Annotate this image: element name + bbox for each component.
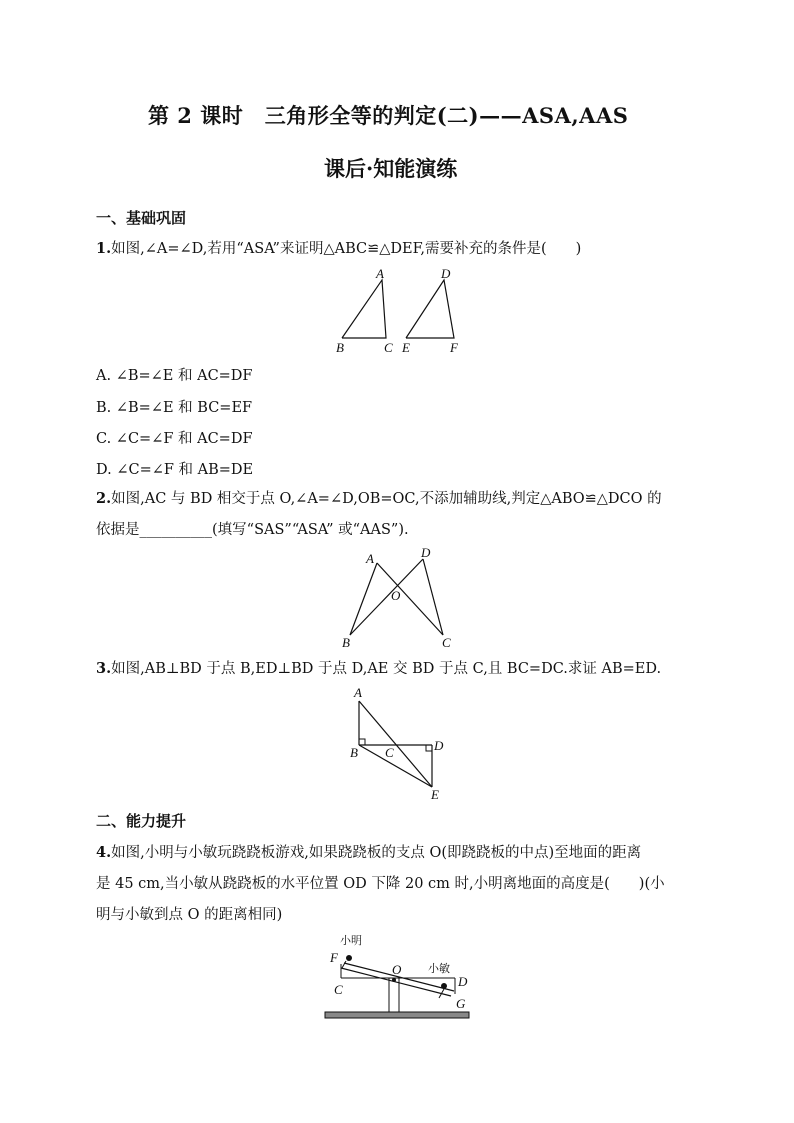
label-c: C (385, 745, 394, 760)
question-4-line-1 (96, 843, 641, 863)
label-e: E (402, 340, 410, 355)
option-c: C. ∠C=∠F 和 AC=DF (96, 431, 253, 447)
triangle-def (406, 280, 454, 338)
page-subtitle: 课后·知能演练 (324, 156, 458, 181)
q3-figure (340, 683, 455, 801)
label-b: B (342, 635, 350, 650)
question-number: 2. (96, 490, 112, 507)
label-xiaoming: 小明 (340, 934, 362, 947)
triangle-abc (342, 280, 386, 338)
xiaomin-figure (441, 983, 447, 989)
q2-figure (335, 543, 465, 653)
question-number: 3. (96, 660, 112, 677)
label-c: C (384, 340, 393, 355)
label-o: O (391, 588, 401, 603)
label-a: A (354, 685, 362, 700)
question-4-line-2: 是 45 cm,当小敏从跷跷板的水平位置 OD 下降 20 cm 时,小明离地面的高度是( )(小 (96, 876, 665, 892)
ground (325, 1012, 469, 1018)
question-text: 如图,小明与小敏玩跷跷板游戏,如果跷跷板的支点 O(即跷跷板的中点)至地面的距离 (111, 845, 642, 861)
question-number: 1. (96, 240, 112, 257)
label-f: F (330, 950, 338, 965)
label-b: B (350, 745, 358, 760)
option-d: D. ∠C=∠F 和 AB=DE (96, 462, 254, 478)
label-e: E (431, 787, 439, 801)
option-b: B. ∠B=∠E 和 BC=EF (96, 400, 253, 416)
support-post (389, 978, 399, 1012)
question-2-line-2: 依据是__________(填写“SAS”“ASA” 或“AAS”). (96, 522, 409, 538)
q1-figure (330, 262, 480, 357)
page-title: 第 2 课时 三角形全等的判定(二)——ASA,AAS (148, 103, 629, 128)
question-2-line-1 (96, 489, 662, 509)
question-text: 如图,∠A=∠D,若用“ASA”来证明△ABC≌△DEF,需要补充的条件是( ) (111, 241, 582, 257)
label-g: G (456, 996, 466, 1011)
label-a: A (376, 266, 384, 281)
label-d: D (421, 545, 431, 560)
question-text: 如图,AB⊥BD 于点 B,ED⊥BD 于点 D,AE 交 BD 于点 C,且 BC=DC.求证 AB=ED. (111, 661, 662, 677)
pivot-dot (392, 978, 396, 982)
label-a: A (366, 551, 374, 566)
q4-figure (320, 930, 475, 1022)
label-c: C (442, 635, 451, 650)
section-heading-advanced: 二、能力提升 (96, 812, 187, 830)
label-b: B (336, 340, 344, 355)
section-heading-basic: 一、基础巩固 (96, 209, 187, 227)
question-text: 如图,AC 与 BD 相交于点 O,∠A=∠D,OB=OC,不添加辅助线,判定△ABO≌△DCO 的 (111, 491, 662, 507)
question-number: 4. (96, 844, 112, 861)
label-o: O (392, 962, 402, 977)
label-f: F (450, 340, 458, 355)
option-a: A. ∠B=∠E 和 AC=DF (96, 368, 253, 384)
question-3 (96, 659, 661, 679)
label-xiaomin: 小敏 (428, 962, 450, 975)
question-4-line-3: 明与小敏到点 O 的距离相同) (96, 907, 283, 923)
question-1 (96, 239, 581, 259)
label-d: D (441, 266, 451, 281)
xiaoming-figure (346, 955, 352, 961)
label-c: C (334, 982, 343, 997)
label-d: D (458, 974, 468, 989)
label-d: D (434, 738, 444, 753)
